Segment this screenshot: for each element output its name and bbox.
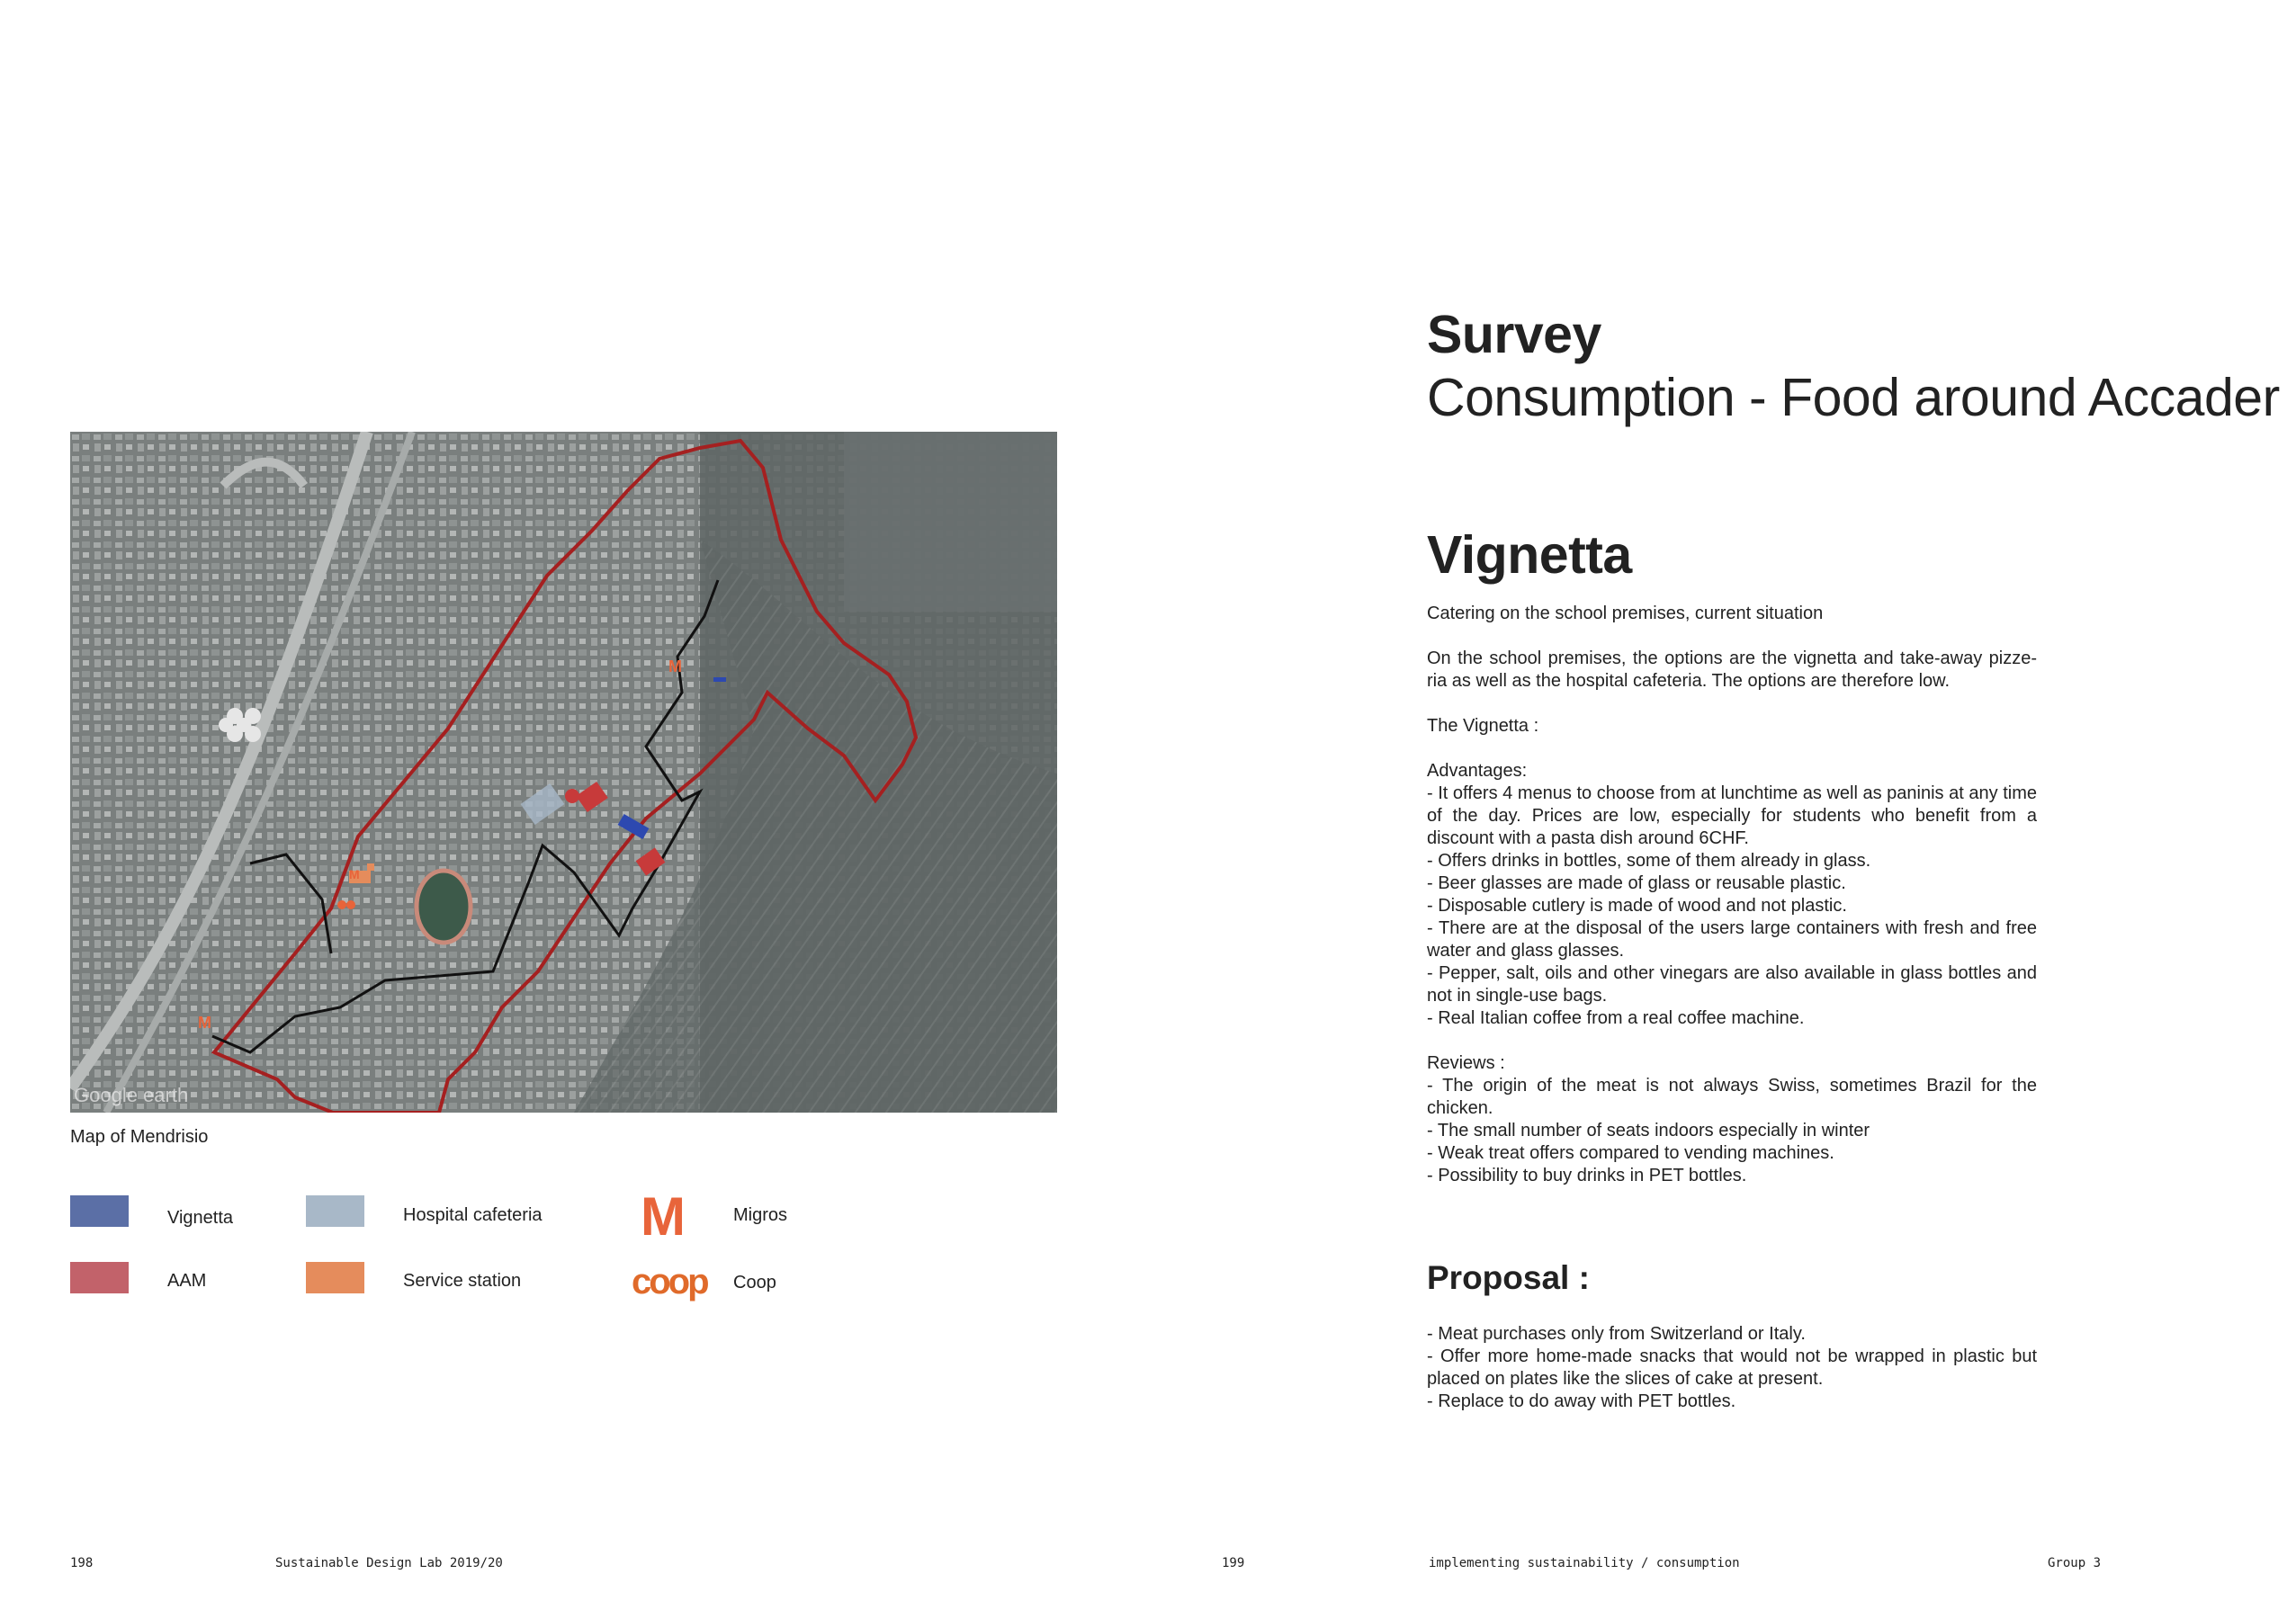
map-of-mendrisio	[70, 432, 1057, 1113]
review-item: - The small number of seats indoors especially in winter	[1427, 1121, 1870, 1140]
legend-label-vignetta: Vignetta	[167, 1208, 234, 1228]
footer-title-left: Sustainable Design Lab 2019/20	[275, 1556, 503, 1570]
satellite-map-image	[70, 432, 1057, 1113]
legend-label-migros: Migros	[733, 1205, 788, 1225]
footer-page-number-right: 199	[1222, 1556, 1245, 1570]
advantage-item: - Beer glasses are made of glass or reusable plastic.	[1427, 873, 1846, 893]
vignetta-body-text	[1427, 603, 2037, 1187]
migros-marker-1: M	[668, 657, 682, 675]
proposal-title: Proposal :	[1427, 1259, 1590, 1296]
footer-group: Group 3	[2048, 1556, 2102, 1570]
intro-line: Catering on the school premises, current situation	[1427, 604, 1824, 623]
proposal-body-text	[1427, 1323, 2037, 1413]
footer-title-right: implementing sustainability / consumption	[1429, 1556, 1740, 1570]
advantage-item: - Offers drinks in bottles, some of them already in glass.	[1427, 851, 1871, 871]
advantage-item: - It offers 4 menus to choose from at lunchtime as well as paninis at any time of the day. Prices are low, especially for students who benefit from a discount with a pasta dish around 6CHF.	[1427, 783, 2037, 848]
footer-page-number-left: 198	[70, 1556, 94, 1570]
proposal-item: - Replace to do away with PET bottles.	[1427, 1391, 1736, 1411]
google-earth-watermark: Google earth	[74, 1084, 189, 1106]
proposal-item: - Meat purchases only from Switzerland or Italy.	[1427, 1324, 1806, 1344]
service-station-swatch	[306, 1262, 364, 1293]
advantage-item: - Pepper, salt, oils and other vinegars are also available in glass bottles and not in single-use bags.	[1427, 963, 2037, 1006]
migros-logo-icon: M	[641, 1186, 684, 1247]
map-caption: Map of Mendrisio	[70, 1127, 209, 1147]
reviews-title: Reviews :	[1427, 1053, 1505, 1073]
proposal-item: - Offer more home-made snacks that would not be wrapped in plastic but placed on plates like the slices of cake at present.	[1427, 1346, 2037, 1389]
vignetta-label: The Vignetta :	[1427, 716, 1539, 736]
legend-label-aam: AAM	[167, 1271, 207, 1291]
hospital-cafeteria-swatch	[306, 1195, 364, 1227]
migros-marker-3: M	[349, 867, 360, 881]
advantages-title: Advantages:	[1427, 761, 1528, 781]
aam-swatch	[70, 1262, 129, 1293]
vignetta-swatch	[70, 1195, 129, 1227]
review-item: - Possibility to buy drinks in PET bottles.	[1427, 1166, 1747, 1185]
advantage-item: - Real Italian coffee from a real coffee machine.	[1427, 1008, 1805, 1028]
migros-marker-2: M	[198, 1014, 211, 1032]
legend-label-hospital-cafeteria: Hospital cafeteria	[403, 1205, 543, 1225]
review-item: - The origin of the meat is not always Swiss, sometimes Brazil for the chicken.	[1427, 1076, 2037, 1118]
page-subheading: Consumption - Food around Accader	[1427, 368, 2280, 427]
review-item: - Weak treat offers compared to vending machines.	[1427, 1143, 1834, 1163]
page-heading: Survey	[1427, 305, 1601, 364]
intro-paragraph: On the school premises, the options are the vignetta and take-away pizze- ria as well as the hospital cafeteria. The options are therefore low.	[1427, 648, 2037, 691]
advantage-item: - There are at the disposal of the users large containers with fresh and free water and glass glasses.	[1427, 918, 2037, 961]
coop-logo-icon: coop	[632, 1262, 707, 1301]
legend-label-coop: Coop	[733, 1273, 776, 1292]
advantage-item: - Disposable cutlery is made of wood and not plastic.	[1427, 896, 1847, 916]
legend-label-service-station: Service station	[403, 1271, 522, 1291]
section-title: Vignetta	[1427, 525, 1632, 585]
